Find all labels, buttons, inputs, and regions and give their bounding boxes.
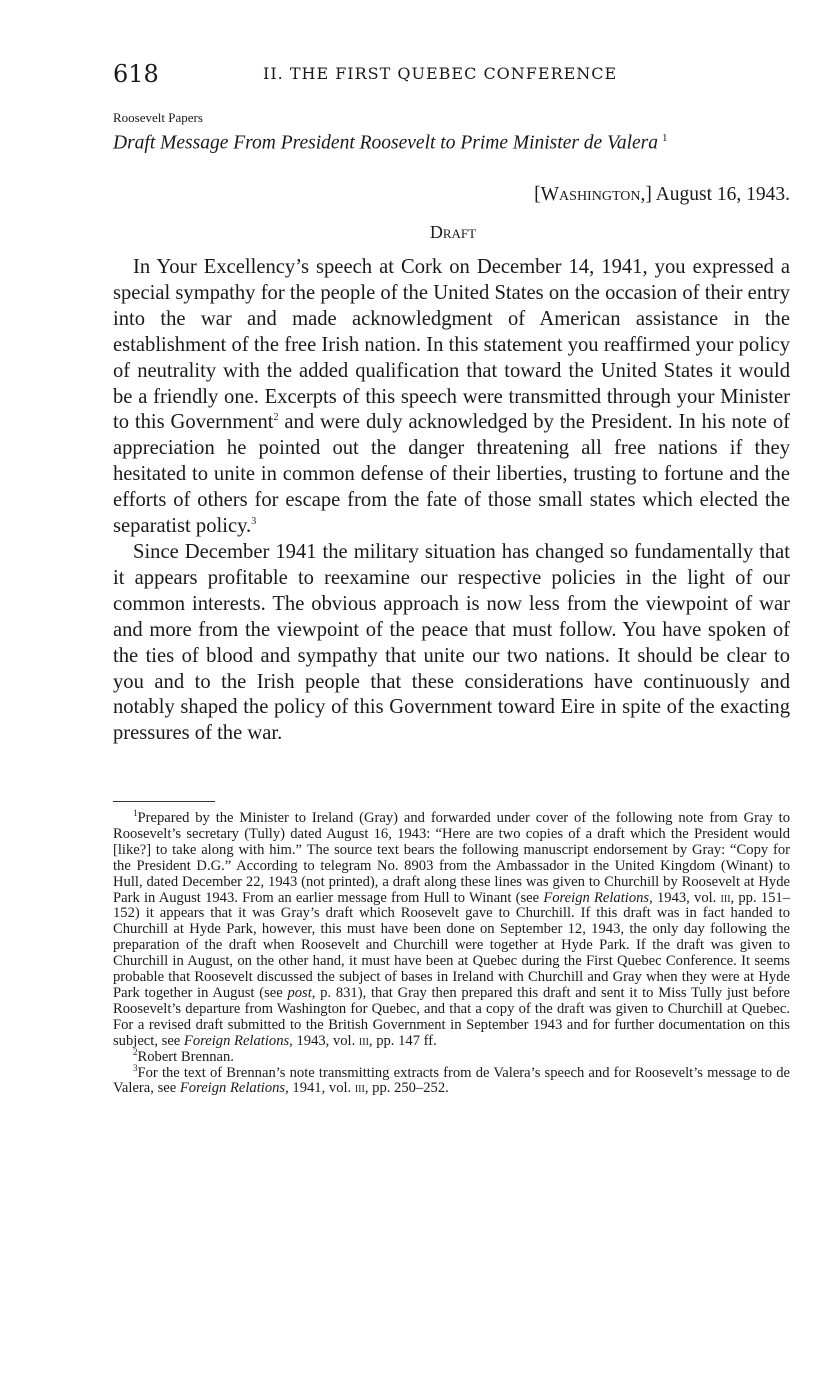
- footnote-ref-3: 3: [251, 516, 257, 528]
- dateline: [534, 184, 790, 206]
- footnote-text: Prepared by the Minister to Ireland (Gray) and forwarded under cover of the following note from Gray to Roosevelt’s secretary (Tully) dated August 16, 1943: “Here are two copies of a draft which the President would [like?] to take along with him.” The source text bears the following manuscript endorsement by Gray: “Copy for the President D.G.” According to telegram No. 8903 from the Ambassador in the United Kingdom (Winant) to Hull, dated December 22, 1943 (not printed), a draft along these lines was given to Churchill by Roosevelt at Hyde Park in August 1943. From an earlier message from Hull to Winant (see: [113, 810, 790, 906]
- footnote-2: [113, 1046, 790, 1066]
- body-paragraph-1: [113, 255, 790, 540]
- footnote-volume: iii: [358, 1032, 369, 1049]
- footnote-text: , 1941, vol.: [285, 1080, 355, 1097]
- title-footnote-marker: 1: [662, 132, 668, 144]
- document-title-text: Draft Message From President Roosevelt to Prime Minister de Valera: [113, 132, 659, 154]
- footnote-text: For the text of Brennan’s note transmitting extracts from de Valera’s speech and for Roosevelt’s message to de Valera, see: [113, 1064, 790, 1097]
- footnote-text: , 1943, vol.: [289, 1032, 359, 1049]
- footnotes: [113, 808, 791, 1097]
- footnote-text: , pp. 151–152) it appears that it was Gray’s draft which Roosevelt gave to Churchill. If this draft was in fact handed to Churchill at Hyde Park, however, this must have been done on September 12, 1943, the only day following the preparation of the draft when Roosevelt and Churchill were together at Hyde Park. If the draft was given to Churchill in August, on the other hand, it must have been at Quebec during the First Quebec Conference. It seems probable that Roosevelt discussed the subject of bases in Ireland with Churchill and Gray when they were at Hyde Park together in August (see: [113, 889, 791, 1001]
- footnote-citation: Foreign Relations: [183, 1032, 290, 1049]
- footnote-1: [113, 808, 791, 1050]
- footnote-citation: Foreign Relations: [179, 1080, 286, 1097]
- draft-label: Draft: [429, 222, 477, 242]
- body-text: and were duly acknowledged by the President. In his note of appreciation he pointed out the danger threatening all free nations if they hesitated to unite in common defense of their liberties, trusting to fortune and the efforts of others for escape from the fate of those small states which elected the separatist policy.: [113, 411, 790, 538]
- footnote-text: , pp. 147 ff.: [368, 1032, 437, 1049]
- dateline-date: August 16, 1943.: [655, 184, 790, 205]
- source-label: Roosevelt Papers: [113, 110, 203, 125]
- footnote-marker: 1: [133, 808, 138, 819]
- footnote-text: Robert Brennan.: [137, 1048, 234, 1065]
- footnote-marker: 3: [133, 1062, 138, 1073]
- footnote-text: , p. 831), that Gray then prepared this draft and sent it to Miss Tully just before Roosevelt’s departure from Washington for Quebec, and that a copy of the draft was given to Churchill at Quebec. For a revised draft submitted to the British Government in September 1943 and for further documentation on this subject, see: [113, 984, 791, 1049]
- body-paragraph-2: Since December 1941 the military situation has changed so fundamentally that it appears profitable to reexamine our respective policies in the light of our common interests. The obvious approach is now less from the viewpoint of war and more from the viewpoint of the peace that must follow. You have spoken of the ties of blood and sympathy that unite our two nations. It should be clear to you and to the Irish people that these considerations have continuously and notably shaped the policy of this Government toward Eire in spite of the exacting pressures of the war.: [113, 540, 790, 745]
- footnote-3: [113, 1062, 790, 1098]
- footnote-volume: iii: [720, 889, 731, 906]
- footnote-volume: iii: [354, 1080, 365, 1097]
- page-header: [113, 60, 793, 92]
- message-body: [113, 255, 790, 747]
- footnote-marker: 2: [133, 1046, 138, 1057]
- footnote-ref-2: 2: [273, 412, 279, 424]
- running-head: II. THE FIRST QUEBEC CONFERENCE: [263, 64, 618, 83]
- footnote-text: , 1943, vol.: [649, 889, 721, 906]
- footnote-citation: post: [287, 984, 312, 1001]
- footnote-rule: [113, 801, 215, 802]
- body-text: In Your Excellency’s speech at Cork on December 14, 1941, you expressed a special sympathy for the people of the United States on the occasion of their entry into the war and made acknowledgment of American assistance in the establishment of the free Irish nation. In this statement you reaffirmed your policy of neutrality with the added qualification that toward the United States it would be a friendly one. Excerpts of this speech were transmitted through your Minister to this Government: [113, 256, 790, 434]
- dateline-place: [Washington,]: [534, 184, 652, 205]
- page-number: 618: [113, 60, 159, 88]
- footnote-citation: Foreign Relations: [543, 889, 650, 906]
- document-title: [113, 132, 803, 155]
- footnote-text: , pp. 250–252.: [364, 1080, 449, 1097]
